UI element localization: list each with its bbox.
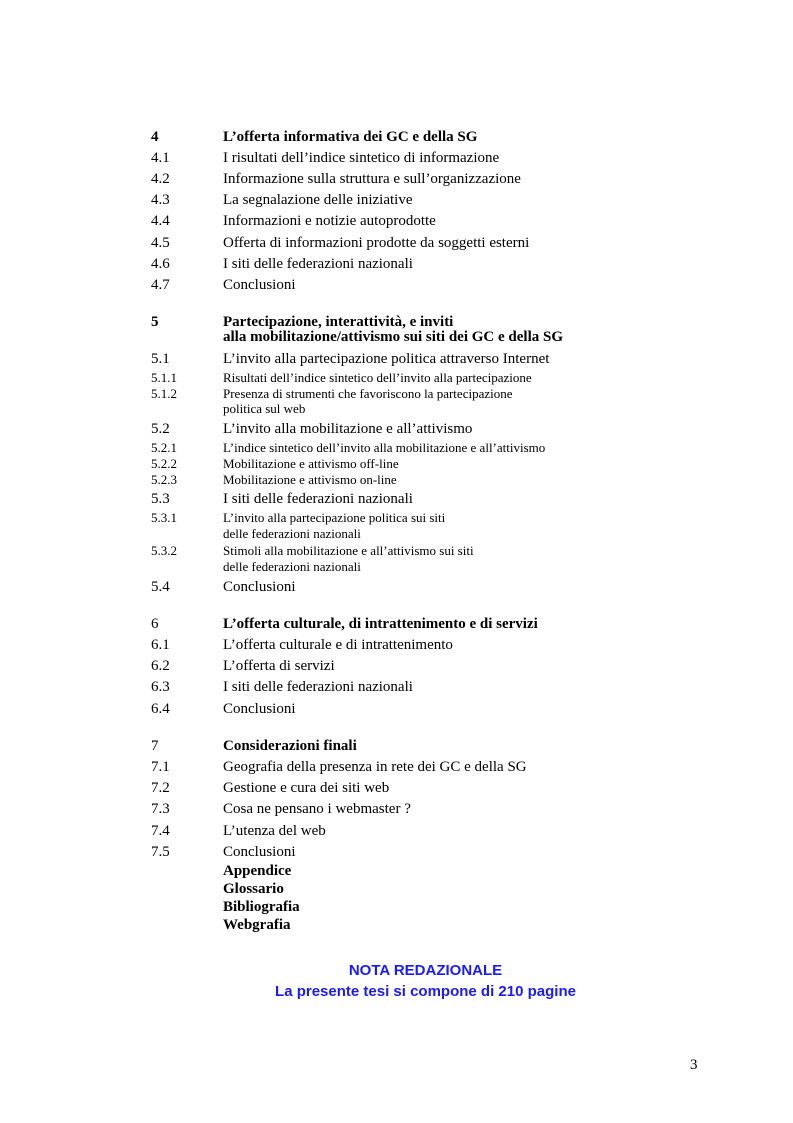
chapter-number: 4 [151, 129, 159, 145]
subsection-title-continued: delle federazioni nazionali [223, 526, 361, 541]
section-number: 6.2 [151, 658, 170, 674]
chapter-title: L’offerta culturale, di intrattenimento e di servizi [223, 616, 538, 632]
section-number: 5.2 [151, 421, 170, 437]
section-number: 4.5 [151, 235, 170, 251]
section-number: 7.4 [151, 823, 170, 839]
section-title: I siti delle federazioni nazionali [223, 256, 413, 272]
section-number: 7.5 [151, 844, 170, 860]
section-title: L’invito alla mobilitazione e all’attivismo [223, 421, 473, 437]
section-number: 7.2 [151, 780, 170, 796]
section-number: 6.1 [151, 637, 170, 653]
subsection-title: Mobilitazione e attivismo off-line [223, 456, 399, 471]
section-title: I siti delle federazioni nazionali [223, 491, 413, 507]
subsection-number: 5.2.1 [151, 440, 177, 455]
subsection-title: L’invito alla partecipazione politica sui siti [223, 510, 446, 525]
chapter-title-continued: alla mobilitazione/attivismo sui siti dei GC e della SG [223, 329, 564, 345]
section-number: 6.4 [151, 701, 170, 717]
section-number: 4.1 [151, 150, 170, 166]
section-number: 4.4 [151, 213, 170, 229]
section-title: Cosa ne pensano i webmaster ? [223, 801, 411, 817]
chapter-title: L’offerta informativa dei GC e della SG [223, 129, 478, 145]
section-title: L’offerta culturale e di intrattenimento [223, 637, 453, 653]
subsection-number: 5.2.3 [151, 472, 177, 487]
section-number: 5.3 [151, 491, 170, 507]
section-number: 4.6 [151, 256, 170, 272]
webography-title: Webgrafia [223, 917, 291, 933]
bibliography-title: Bibliografia [223, 899, 300, 915]
editorial-note-text: La presente tesi si compone di 210 pagine [275, 983, 576, 1000]
subsection-number: 5.2.2 [151, 456, 177, 471]
section-number: 4.2 [151, 171, 170, 187]
section-title: L’invito alla partecipazione politica attraverso Internet [223, 351, 550, 367]
chapter-title: Partecipazione, interattività, e inviti [223, 314, 454, 330]
section-title: I risultati dell’indice sintetico di informazione [223, 150, 500, 166]
section-number: 4.3 [151, 192, 170, 208]
subsection-number: 5.3.1 [151, 510, 177, 525]
chapter-number: 6 [151, 616, 159, 632]
chapter-title: Considerazioni finali [223, 738, 357, 754]
section-title: L’offerta di servizi [223, 658, 335, 674]
subsection-title-continued: politica sul web [223, 401, 306, 416]
subsection-title: Risultati dell’indice sintetico dell’invito alla partecipazione [223, 370, 532, 385]
section-number: 5.1 [151, 351, 170, 367]
section-title: Conclusioni [223, 579, 296, 595]
subsection-title-continued: delle federazioni nazionali [223, 559, 361, 574]
subsection-number: 5.3.2 [151, 543, 177, 558]
subsection-title: Stimoli alla mobilitazione e all’attivismo sui siti [223, 543, 474, 558]
section-title: I siti delle federazioni nazionali [223, 679, 413, 695]
section-title: Geografia della presenza in rete dei GC e della SG [223, 759, 527, 775]
subsection-number: 5.1.1 [151, 370, 177, 385]
section-title: Informazione sulla struttura e sull’organizzazione [223, 171, 521, 187]
section-title: Conclusioni [223, 701, 296, 717]
section-title: Conclusioni [223, 844, 296, 860]
page-number: 3 [690, 1057, 698, 1073]
appendix-title: Appendice [223, 863, 292, 879]
editorial-note-heading: NOTA REDAZIONALE [348, 962, 503, 979]
section-title: Conclusioni [223, 277, 296, 293]
section-number: 7.1 [151, 759, 170, 775]
section-title: L’utenza del web [223, 823, 326, 839]
glossary-title: Glossario [223, 881, 284, 897]
subsection-number: 5.1.2 [151, 386, 177, 401]
chapter-number: 5 [151, 314, 159, 330]
subsection-title: Mobilitazione e attivismo on-line [223, 472, 397, 487]
section-title: Offerta di informazioni prodotte da soggetti esterni [223, 235, 530, 251]
subsection-title: Presenza di strumenti che favoriscono la partecipazione [223, 386, 513, 401]
section-number: 7.3 [151, 801, 170, 817]
section-title: Informazioni e notizie autoprodotte [223, 213, 436, 229]
section-title: Gestione e cura dei siti web [223, 780, 390, 796]
section-number: 6.3 [151, 679, 170, 695]
section-number: 5.4 [151, 579, 170, 595]
section-title: La segnalazione delle iniziative [223, 192, 413, 208]
chapter-number: 7 [151, 738, 159, 754]
subsection-title: L’indice sintetico dell’invito alla mobilitazione e all’attivismo [223, 440, 546, 455]
section-number: 4.7 [151, 277, 170, 293]
